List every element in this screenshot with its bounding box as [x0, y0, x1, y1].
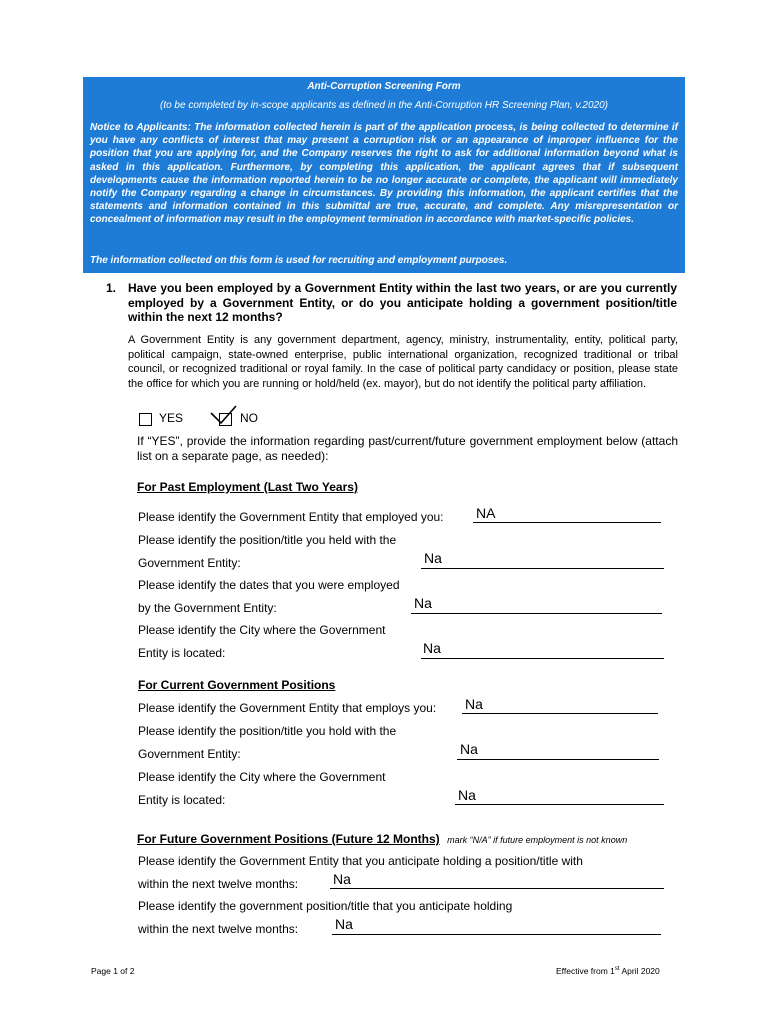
checkmark-icon [208, 404, 238, 428]
page-number: Page 1 of 2 [91, 966, 135, 976]
current-entity-label: Please identify the Government Entity that employs you: [138, 701, 437, 715]
current-city-label-2: Entity is located: [138, 793, 226, 807]
current-city-line [455, 804, 664, 805]
government-entity-definition: A Government Entity is any government department, agency, ministry, instrumentality, entity, political party, political campaign, state-owned enterprise, public international organization, recognized traditional or tribal council, or recognized traditional or royal family. In the case of political party candidacy or position, please state the office for which you are running or hold/held (ex. mayor), but do not identify the political party affiliation. [128, 334, 678, 390]
past-city-answer[interactable]: Na [423, 640, 441, 656]
effective-date-suffix: st [614, 966, 620, 973]
notice-text: Notice to Applicants: The information collected herein is part of the application process, is being collected to determine if you have any conflicts of interest that may present a corruption risk or an appearance of improper influence for the position that you are applying for, and the Company reserves the right to ask for additional information beyond what is asked in this application. Furthermore, by completing this application, the applicant agrees that if subsequent developments cause the information reported herein to be no longer accurate or complete, the applicant will immediately notify the Company regarding a change in circumstances. By providing this information, the applicant certifies that the statements and information contained in this submittal are true, accurate, and complete. Any misrepresentation or concealment of information may result in the employment termination in accordance with market-specific policies. [90, 122, 678, 226]
current-entity-answer[interactable]: Na [465, 696, 483, 712]
past-dates-line [411, 613, 662, 614]
future-position-line [332, 934, 661, 935]
past-entity-label: Please identify the Government Entity that employed you: [138, 510, 444, 524]
future-position-label: Please identify the government position/title that you anticipate holding [138, 899, 513, 913]
if-yes-instructions: If “YES”, provide the information regarding past/current/future government employment below (attach list on a separate page, as needed): [137, 434, 678, 463]
future-position-answer[interactable]: Na [335, 916, 353, 932]
no-label: NO [240, 411, 258, 425]
past-position-line [421, 568, 664, 569]
past-city-label: Please identify the City where the Government [138, 623, 386, 637]
future-position-label-2: within the next twelve months: [138, 922, 299, 936]
question-number: 1. [106, 281, 117, 295]
form-title: Anti-Corruption Screening Form [307, 81, 461, 92]
future-entity-line [330, 888, 664, 889]
effective-date-prefix: Effective from 1 [556, 966, 615, 976]
past-city-label-2: Entity is located: [138, 646, 226, 660]
question-text: Have you been employed by a Government Entity within the last two years, or are you currently employed by a Government Entity, or do you anticipate holding a government position/title within the next 12 months? [128, 281, 677, 324]
current-city-answer[interactable]: Na [458, 787, 476, 803]
current-entity-line [462, 713, 658, 714]
current-city-label: Please identify the City where the Government [138, 770, 386, 784]
current-position-line [457, 759, 659, 760]
notice-banner [83, 77, 685, 273]
current-position-label: Please identify the position/title you hold with the [138, 724, 397, 738]
past-position-label: Please identify the position/title you held with the [138, 533, 397, 547]
current-positions-heading: For Current Government Positions [138, 678, 336, 692]
effective-date [556, 966, 660, 976]
current-position-label-2: Government Entity: [138, 747, 241, 761]
form-subtitle: (to be completed by in-scope applicants as defined in the Anti-Corruption HR Screening Plan, v.2020) [159, 100, 609, 111]
past-dates-label: Please identify the dates that you were employed [138, 578, 400, 592]
past-dates-label-2: by the Government Entity: [138, 601, 277, 615]
past-entity-line [473, 522, 661, 523]
past-dates-answer[interactable]: Na [414, 595, 432, 611]
current-position-answer[interactable]: Na [460, 741, 478, 757]
past-position-label-2: Government Entity: [138, 556, 241, 570]
past-employment-heading: For Past Employment (Last Two Years) [137, 480, 358, 494]
effective-date-rest: April 2020 [619, 966, 660, 976]
future-entity-answer[interactable]: Na [333, 871, 351, 887]
future-positions-note: mark “N/A” if future employment is not known [447, 835, 628, 845]
no-checkbox[interactable] [219, 413, 232, 426]
past-position-answer[interactable]: Na [424, 550, 442, 566]
past-city-line [421, 658, 664, 659]
future-entity-label: Please identify the Government Entity that you anticipate holding a position/title with [138, 854, 583, 868]
future-entity-label-2: within the next twelve months: [138, 877, 299, 891]
future-positions-heading: For Future Government Positions (Future 12 Months) [137, 832, 440, 846]
purpose-text: The information collected on this form is used for recruiting and employment purposes. [90, 255, 508, 266]
past-entity-answer[interactable]: NA [476, 505, 496, 521]
future-positions-header [137, 830, 627, 848]
yes-label: YES [159, 411, 184, 425]
yes-checkbox[interactable] [139, 413, 152, 426]
